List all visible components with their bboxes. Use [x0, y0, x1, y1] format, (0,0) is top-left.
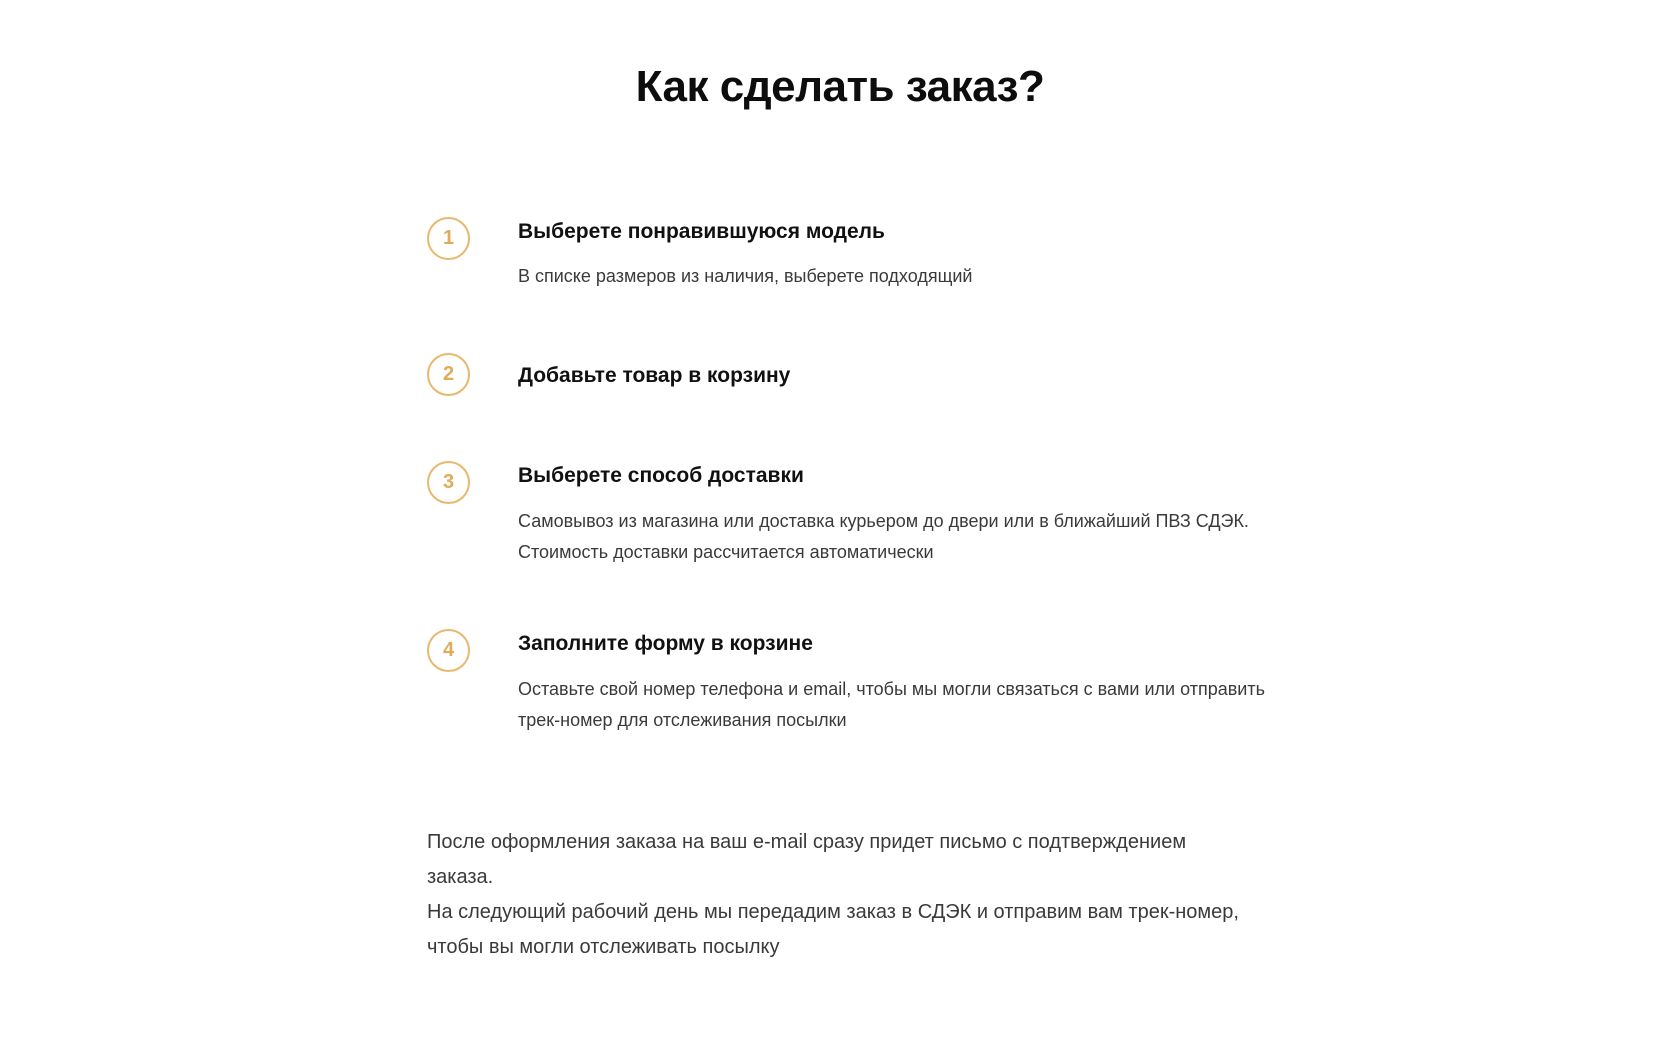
page-title: Как сделать заказ?: [635, 62, 1045, 111]
step-number-badge: 4: [427, 629, 470, 672]
step-title: Выберете понравившуюся модель: [518, 220, 885, 243]
step-title: Заполните форму в корзине: [518, 632, 813, 655]
step-title: Добавьте товар в корзину: [518, 364, 791, 387]
step-number-badge: 1: [427, 217, 470, 260]
note-line: После оформления заказа на ваш e-mail сразу придет письмо с подтверждением заказа.: [427, 831, 1187, 888]
step-description: В списке размеров из наличия, выберете подходящий: [518, 266, 973, 286]
order-confirmation-note: [427, 825, 1247, 965]
note-line: На следующий рабочий день мы передадим заказ в СДЭК и отправим вам трек-номер,: [427, 901, 1239, 923]
step-description: Самовывоз из магазина или доставка курьером до двери или в ближайший ПВЗ СДЭК. Стоимость доставки рассчитается автоматически: [518, 511, 1249, 562]
step-description: Оставьте свой номер телефона и email, чтобы мы могли связаться с вами или отправить трек-номер для отслеживания посылки: [518, 679, 1265, 730]
step-title: Выберете способ доставки: [518, 464, 804, 487]
note-line: чтобы вы могли отслеживать посылку: [427, 936, 780, 958]
step-number-badge: 2: [427, 353, 470, 396]
step-number-badge: 3: [427, 461, 470, 504]
